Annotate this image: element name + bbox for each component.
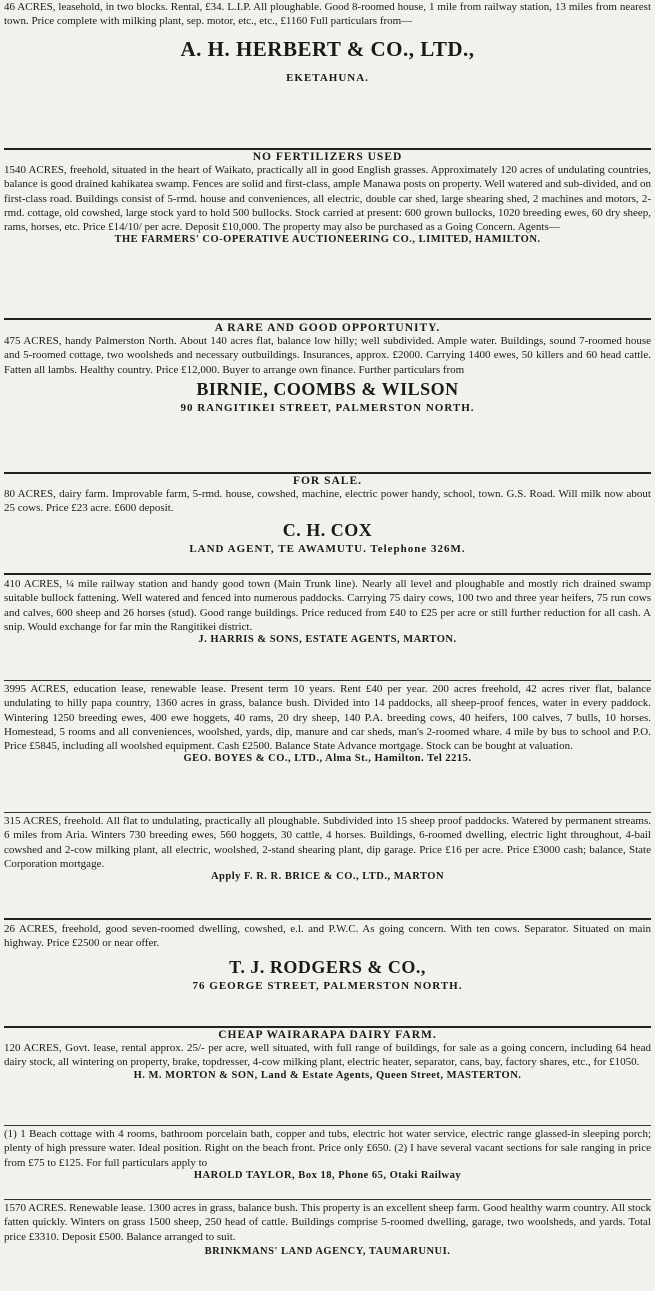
listing-rodgers — [4, 922, 651, 992]
listing-brinkmans — [4, 1201, 651, 1257]
agent-name: H. M. MORTON & SON, Land & Estate Agents, Queen Street, MASTERTON. — [133, 1069, 522, 1081]
listing-body: 475 ACRES, handy Palmerston North. About 140 acres flat, balance low hilly; well subdivided. Ample water. Buildings, sound 7-roomed house and 5-roomed cottage, two woolsheds and necessary outbuildings. Insurances, approx. £2000. Carrying 1400 ewes, 50 killers and 60 head cattle. Fatten all lambs. Healthy country. Price £12,000. Buyer to arrange own finance. Further particulars from — [4, 335, 651, 376]
listing-body: 3995 ACRES, education lease, renewable lease. Present term 10 years. Rent £40 per year. 200 acres freehold, 42 acres river flat, balance undulating to hilly papa country, 1360 acres in grass, balance bush. Divided into 14 paddocks, all sheep-proof fences, water in every paddock. Wintering 1250 breeding ewes, 400 ewe hoggets, 40 rams, 20 dry sheep, 140 P.A. breeding cows, 40 heifers, 100 calves, 7 bulls, 10 horses. Homestead, 5 rooms and all conveniences, woolshed, yards, dip, manure and car sheds, man's 2-roomed whare. 4 mile by bus to school and P.O. Price £5845, including all woolshed equipment. Cash £2500. Balance State Advance mortgage. Stock can be bought at valuation. — [4, 683, 651, 753]
listing-boyes — [4, 682, 651, 764]
listing-wairarapa — [4, 1029, 651, 1081]
divider — [4, 148, 651, 150]
divider — [4, 573, 651, 575]
divider — [4, 1026, 651, 1028]
listing-heading: A RARE AND GOOD OPPORTUNITY. — [214, 322, 441, 334]
agent-name: J. HARRIS & SONS, ESTATE AGENTS, MARTON. — [198, 634, 457, 646]
listing-heading: NO FERTILIZERS USED — [252, 151, 403, 163]
listing-body: 1570 ACRES. Renewable lease. 1300 acres in grass, balance bush. This property is an excellent sheep farm. Good healthy warm country. All stock fatten quickly. Winters on grass 1500 sheep, 250 head of cattle. Buildings comprise 5-roomed dwelling, garage, two woolsheds, and yards. Total price £3310. Deposit £500. Balance arranged to suit. — [4, 1202, 651, 1243]
agent-name: BRINKMANS' LAND AGENCY, TAUMARUNUI. — [204, 1245, 451, 1257]
agent-name: T. J. RODGERS & CO., — [229, 956, 426, 977]
listing-harris — [4, 577, 651, 645]
listing-brice — [4, 814, 651, 882]
listing-heading: CHEAP WAIRARAPA DAIRY FARM. — [218, 1029, 437, 1041]
listing-waikato — [4, 151, 651, 245]
agent-location: 76 GEORGE STREET, PALMERSTON NORTH. — [192, 979, 463, 992]
listing-body: 315 ACRES, freehold. All flat to undulating, practically all ploughable. Subdivided into 15 sheep proof paddocks. Watered by permanent streams. 6 miles from Aria. Winters 730 breeding ewes, 560 hoggets, 30 cattle, 4 horses. Buildings, 6-roomed dwelling, electric light throughout, 4-bail cowshed and 2-cow milking plant, all electric, woolshed, 2-stand shearing plant, dip garage. Price £16 per acre. Price £3000 cash; balance, State Corporation mortgage. — [4, 815, 651, 870]
agent-name: BIRNIE, COOMBS & WILSON — [196, 378, 459, 399]
listing-cox — [4, 475, 651, 555]
listing-body: 46 ACRES, leasehold, in two blocks. Rental, £34. L.I.P. All ploughable. Good 8-roomed house, 1 mile from railway station, 13 miles from nearest town. Price complete with milking plant, sep. motor, etc., etc., £1160 Full particulars from— — [4, 1, 651, 28]
divider — [4, 918, 651, 920]
divider — [4, 680, 651, 681]
agent-location: EKETAHUNA. — [286, 71, 369, 84]
divider — [4, 472, 651, 474]
agent-location: LAND AGENT, TE AWAMUTU. Telephone 326M. — [189, 542, 466, 555]
divider — [4, 1199, 651, 1200]
listing-heading: FOR SALE. — [292, 475, 363, 487]
listing-body: 120 ACRES, Govt. lease, rental approx. 25/- per acre, well situated, with full range of buildings, for sale as a going concern, including 64 head dairy stock, all wintering on property, brake, topdresser, 4-cow milking plant, electric heater, separator, cans, bay, factory shares, etc., for £1050. — [4, 1042, 651, 1069]
divider — [4, 1125, 651, 1126]
agent-name: THE FARMERS' CO-OPERATIVE AUCTIONEERING CO., LIMITED, HAMILTON. — [114, 234, 541, 246]
agent-location: 90 RANGITIKEI STREET, PALMERSTON NORTH. — [180, 401, 475, 414]
agent-name: HAROLD TAYLOR, Box 18, Phone 65, Otaki Railway — [193, 1169, 462, 1181]
agent-name: C. H. COX — [282, 519, 373, 540]
agent-name: Apply F. R. R. BRICE & CO., LTD., MARTON — [210, 871, 445, 883]
listing-body: 1540 ACRES, freehold, situated in the heart of Waikato, practically all in good English grasses. Approximately 120 acres of undulating countries, balance is good drained kahikatea swamp. Fences are solid and first-class, ample Manawa posts on property. Well watered and sub-divided, and on first-class road. Buildings consist of 5-rmd. house and conveniences, all electric, double car shed, large shearing shed, 2 machines and motors, 2-rmd. cottage, old cowshed, large stock yard to hold 500 bullocks. Stock carried at present: 600 grown bullocks, 1020 breeding ewes, 60 dry sheep, rams, horses, etc. Price £14/10/ per acre. Deposit £10,000. The property may also be purchased as a Going Concern. Agents— — [4, 164, 651, 234]
listing-taylor — [4, 1127, 651, 1181]
listing-body: 410 ACRES, ¼ mile railway station and handy good town (Main Trunk line). Nearly all level and ploughable and mostly rich drained swamp suitable bullock fattening. Well watered and fenced into numerous paddocks. Carrying 75 dairy cows, 100 two and three year heifers, 75 run cows and calves, 600 sheep and 26 horses (stud). Good range buildings. Price reduced from £40 to £25 per acre or still further reduction for all cash. A snip. Would exchange for far min the Rangitikei district. — [4, 578, 651, 633]
listing-body: 26 ACRES, freehold, good seven-roomed dwelling, cowshed, e.l. and P.W.C. As going concern. With ten cows. Separator. Situated on main highway. Price £2500 or near offer. — [4, 923, 651, 950]
listing-body: 80 ACRES, dairy farm. Improvable farm, 5-rmd. house, cowshed, machine, electric power handy, school, town. G.S. Road. Will milk now about 25 cows. Price £23 acre. £600 deposit. — [4, 488, 651, 515]
listing-herbert — [4, 0, 651, 84]
divider — [4, 812, 651, 813]
divider — [4, 318, 651, 320]
listing-body: (1) 1 Beach cottage with 4 rooms, bathroom porcelain bath, copper and tubs, electric hot water service, electric range glassed-in sleeping porch; plenty of high pressure water. Ideal position. Right on the beach front. Price only £650. (2) I have several vacant sections for sale ranging in price from £75 to £125. For full particulars apply to — [4, 1128, 651, 1169]
agent-name: GEO. BOYES & CO., LTD., Alma St., Hamilton. Tel 2215. — [183, 753, 472, 765]
listing-palmerston — [4, 322, 651, 414]
agent-name: A. H. HERBERT & CO., LTD., — [180, 36, 475, 61]
